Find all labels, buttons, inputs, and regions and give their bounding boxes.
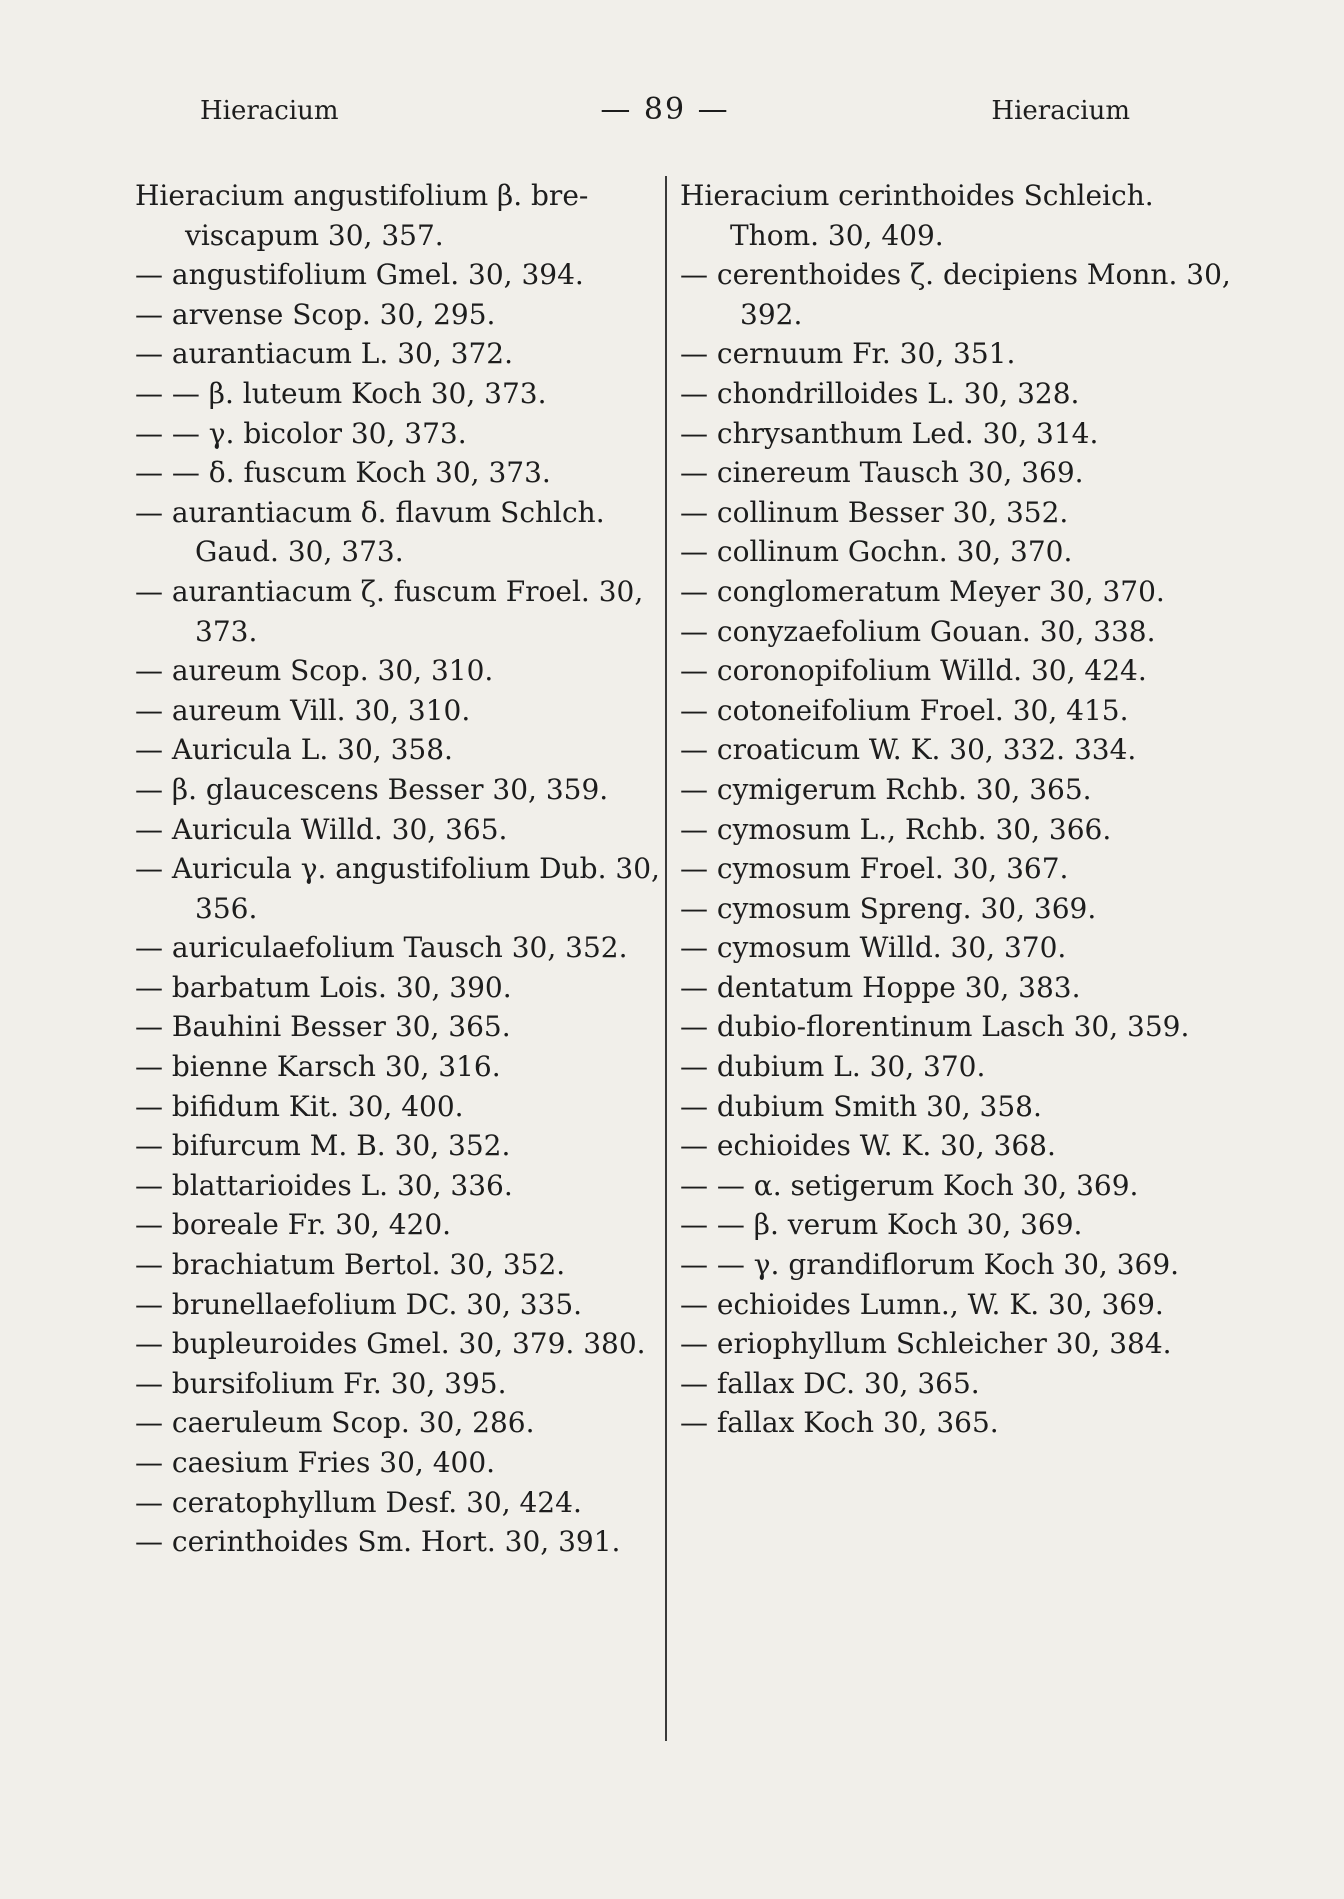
index-entry: — coronopifolium Willd. 30, 424. [680, 654, 1147, 688]
index-entry: — aureum Vill. 30, 310. [135, 693, 471, 727]
index-entry: — cymosum Froel. 30, 367. [680, 852, 1069, 886]
index-entry: — — β. verum Koch 30, 369. [680, 1208, 1083, 1242]
index-entry: — chondrilloides L. 30, 328. [680, 376, 1080, 410]
index-entry: — collinum Gochn. 30, 370. [680, 535, 1073, 569]
index-entry: — cinereum Tausch 30, 369. [680, 456, 1084, 490]
index-entry: — angustifolium Gmel. 30, 394. [135, 258, 584, 292]
index-entry: — eriophyllum Schleicher 30, 384. [680, 1327, 1172, 1361]
index-entry: — Auricula L. 30, 358. [135, 733, 453, 767]
index-entry: — boreale Fr. 30, 420. [135, 1208, 452, 1242]
index-entry: — echioides W. K. 30, 368. [680, 1129, 1056, 1163]
page-number: — 89 — [600, 92, 730, 127]
index-entry: — ceratophyllum Desf. 30, 424. [135, 1485, 582, 1519]
left-column [135, 176, 660, 1562]
header-right-title: Hieracium [991, 96, 1130, 126]
index-entry: — cotoneifolium Froel. 30, 415. [680, 693, 1129, 727]
index-entry: — bifidum Kit. 30, 400. [135, 1089, 464, 1123]
index-entry: — bupleuroides Gmel. 30, 379. 380. [135, 1327, 646, 1361]
index-entry: — cerinthoides Sm. Hort. 30, 391. [135, 1525, 621, 1559]
index-entry: — aurantiacum δ. flavum Schlch. Gaud. 30, 373. [135, 495, 605, 569]
index-entry: — cernuum Fr. 30, 351. [680, 337, 1016, 371]
index-entry: — — γ. grandiflorum Koch 30, 369. [680, 1248, 1180, 1282]
index-entry: — cymosum L., Rchb. 30, 366. [680, 812, 1112, 846]
page-header [200, 92, 1130, 127]
index-entry: — barbatum Lois. 30, 390. [135, 970, 512, 1004]
index-entry: — croaticum W. K. 30, 332. 334. [680, 733, 1137, 767]
header-left-title: Hieracium [200, 96, 339, 126]
index-entry: — dubio-florentinum Lasch 30, 359. [680, 1010, 1190, 1044]
index-entry: — — γ. bicolor 30, 373. [135, 416, 467, 450]
index-entry: — bursifolium Fr. 30, 395. [135, 1366, 507, 1400]
index-entry: — auriculaefolium Tausch 30, 352. [135, 931, 628, 965]
index-entry: — conglomeratum Meyer 30, 370. [680, 574, 1165, 608]
index-entry: — Bauhini Besser 30, 365. [135, 1010, 511, 1044]
index-entry: — conyzaefolium Gouan. 30, 338. [680, 614, 1156, 648]
index-entry: — β. glaucescens Besser 30, 359. [135, 772, 609, 806]
index-entry: — bifurcum M. B. 30, 352. [135, 1129, 511, 1163]
index-entry: — Auricula Willd. 30, 365. [135, 812, 508, 846]
index-entry: — aureum Scop. 30, 310. [135, 654, 494, 688]
index-entry: Hieracium cerinthoides Schleich. Thom. 30, 409. [680, 179, 1154, 252]
index-entry: — echioides Lumn., W. K. 30, 369. [680, 1287, 1164, 1321]
index-entry: — fallax Koch 30, 365. [680, 1406, 999, 1440]
index-entry: — brachiatum Bertol. 30, 352. [135, 1248, 566, 1282]
index-entry: — arvense Scop. 30, 295. [135, 297, 496, 331]
index-entry: — cymosum Willd. 30, 370. [680, 931, 1067, 965]
index-entry: — dentatum Hoppe 30, 383. [680, 970, 1081, 1004]
index-entry: — caesium Fries 30, 400. [135, 1446, 496, 1479]
index-entry: — Auricula γ. angustifolium Dub. 30, 356. [135, 852, 660, 925]
index-entry: — caeruleum Scop. 30, 286. [135, 1406, 535, 1440]
index-entry: — aurantiacum ζ. fuscum Froel. 30, 373. [135, 574, 644, 648]
index-entry: — aurantiacum L. 30, 372. [135, 337, 513, 371]
index-entry: — dubium Smith 30, 358. [680, 1089, 1042, 1123]
index-entry: — blattarioides L. 30, 336. [135, 1168, 513, 1202]
index-entry: — cymosum Spreng. 30, 369. [680, 891, 1097, 925]
index-entry: Hieracium angustifolium β. bre-viscapum 30, 357. [135, 179, 589, 252]
column-divider [665, 176, 667, 1741]
index-entry: — brunellaefolium DC. 30, 335. [135, 1287, 583, 1321]
index-entry: — — α. setigerum Koch 30, 369. [680, 1168, 1139, 1202]
index-entry: — cymigerum Rchb. 30, 365. [680, 772, 1092, 806]
index-entry: — fallax DC. 30, 365. [680, 1366, 980, 1400]
index-entry: — dubium L. 30, 370. [680, 1050, 986, 1084]
index-entry: — chrysanthum Led. 30, 314. [680, 416, 1099, 450]
right-column [680, 176, 1240, 1443]
index-entry: — collinum Besser 30, 352. [680, 495, 1069, 529]
index-entry: — — δ. fuscum Koch 30, 373. [135, 456, 551, 490]
index-entry: — bienne Karsch 30, 316. [135, 1050, 501, 1084]
index-entry: — cerenthoides ζ. decipiens Monn. 30, 392. [680, 258, 1231, 331]
index-entry: — — β. luteum Koch 30, 373. [135, 376, 547, 410]
